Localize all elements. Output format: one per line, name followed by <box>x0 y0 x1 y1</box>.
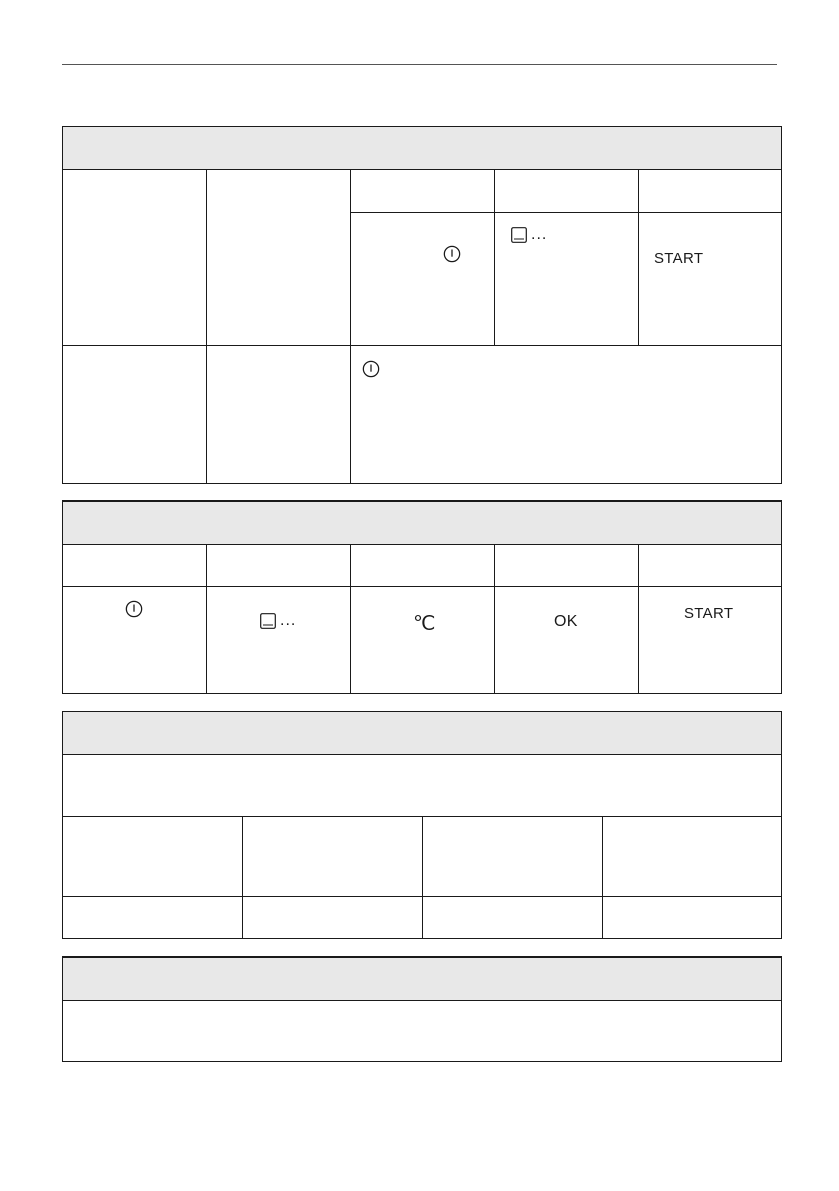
table-3-cell-r2c2 <box>243 817 423 897</box>
more-ellipsis: ... <box>531 226 548 243</box>
table-3 <box>62 711 782 939</box>
table-2-cell-r2c1 <box>63 587 207 694</box>
table-2-cell-r1c1 <box>63 545 207 587</box>
table-2-cell-r1c4 <box>495 545 639 587</box>
table-3-cell-r3c4 <box>603 897 782 939</box>
start-label: START <box>654 250 704 267</box>
table-3-cell-r3c1 <box>63 897 243 939</box>
table-1-cell-r1c1 <box>63 170 207 346</box>
table-1-cell-r2c4 <box>495 213 639 346</box>
table-3-cell-r2c4 <box>603 817 782 897</box>
table-2-cell-r2c2 <box>207 587 351 694</box>
table-1-cell-r2c3 <box>351 213 495 346</box>
table-3-cell-r3c3 <box>423 897 603 939</box>
oven-function-icon <box>511 227 527 243</box>
table-3-header <box>63 712 782 755</box>
table-1-cell-r2c5 <box>639 213 782 346</box>
table-1-cell-r3c2 <box>207 346 351 484</box>
table-1 <box>62 126 782 484</box>
table-2-cell-r2c4 <box>495 587 639 694</box>
table-4-cell-r1 <box>63 1001 782 1062</box>
header-rule <box>62 64 777 65</box>
table-1-cell-r1c3 <box>351 170 495 213</box>
table-1-cell-r3c3 <box>351 346 782 484</box>
table-2-cell-r1c2 <box>207 545 351 587</box>
oven-function-icon <box>260 613 276 629</box>
table-1-cell-r1c5 <box>639 170 782 213</box>
table-3-cell-r2c3 <box>423 817 603 897</box>
table-2 <box>62 500 782 694</box>
table-3-cell-r2c1 <box>63 817 243 897</box>
table-2-header <box>63 501 782 545</box>
table-4-header <box>63 957 782 1001</box>
power-icon <box>125 600 143 618</box>
more-ellipsis: ... <box>280 612 297 629</box>
table-1-cell-r1c4 <box>495 170 639 213</box>
celsius-icon: ℃ <box>413 613 436 635</box>
start-label: START <box>684 605 734 622</box>
table-2-cell-r1c3 <box>351 545 495 587</box>
table-1-cell-r1c2 <box>207 170 351 346</box>
table-3-cell-r3c2 <box>243 897 423 939</box>
power-icon <box>443 245 461 263</box>
table-2-cell-r2c3 <box>351 587 495 694</box>
table-2-cell-r1c5 <box>639 545 782 587</box>
power-icon <box>362 360 380 378</box>
table-1-header <box>63 127 782 170</box>
table-1-cell-r3c1 <box>63 346 207 484</box>
table-2-cell-r2c5 <box>639 587 782 694</box>
table-3-cell-r1 <box>63 755 782 817</box>
ok-label: OK <box>554 613 578 630</box>
table-4 <box>62 956 782 1062</box>
